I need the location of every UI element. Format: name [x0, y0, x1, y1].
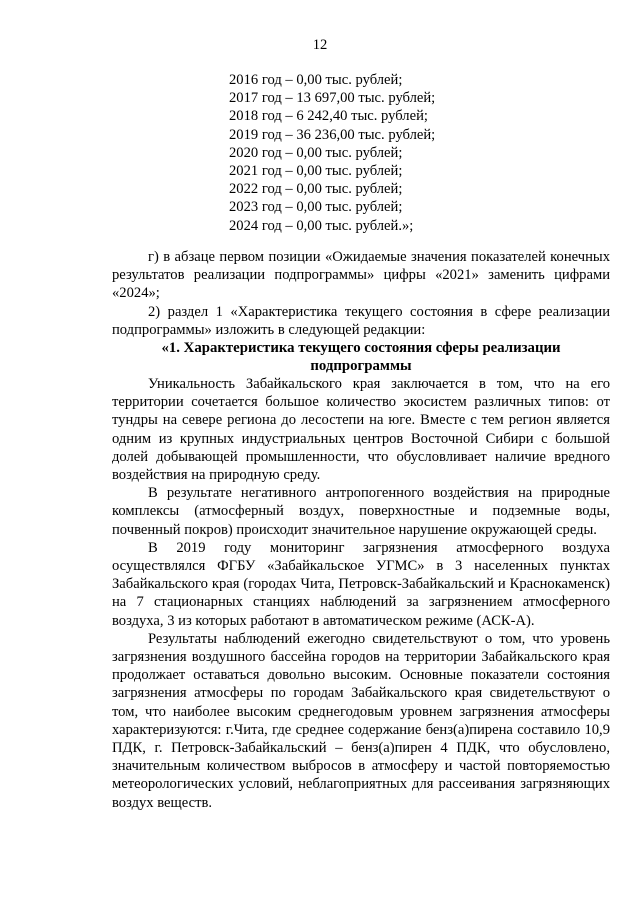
- body-paragraph-4: Результаты наблюдений ежегодно свидетельствуют о том, что уровень загрязнения воздушного бассейна городов на территории Забайкальского края продолжает оставаться довольно высоким. Основные показатели состояния загрязнения атмосферы по городам Забайкальского края свидетельствуют о том, что наиболее высоким среднегодовым уровнем загрязнения атмосферы характеризуются: г.Чита, где среднее содержание бенз(а)пирена составило 10,9 ПДК, г. Петровск-Забайкальский – бенз(а)пирен 4 ПДК, что обусловлено, значительным количеством выбросов в атмосферу и частой повторяемостью метеорологических условий, неблагоприятных для рассеивания загрязняющих воздух веществ.: [112, 630, 610, 811]
- funding-item-2016: 2016 год – 0,00 тыс. рублей;: [229, 72, 403, 88]
- funding-by-year-list: [229, 71, 435, 235]
- page-number: 12: [312, 37, 328, 53]
- body-paragraph-1: Уникальность Забайкальского края заключается в том, что на его территории сочетается большое количество экосистем различных типов: от тундры на севере региона до лесостепи на юге. Вместе с тем регион является одним из крупных индустриальных центров Восточной Сибири с большой долей добывающей промышленности, что обусловливает наличие вредного воздействия на природную среду.: [112, 376, 610, 484]
- funding-item-2017: 2017 год – 13 697,00 тыс. рублей;: [229, 90, 436, 107]
- funding-item-2021: 2021 год – 0,00 тыс. рублей;: [229, 162, 403, 179]
- section-1: [112, 339, 610, 812]
- funding-item-2022: 2022 год – 0,00 тыс. рублей;: [229, 181, 403, 198]
- section-heading: «1. Характеристика текущего состояния сферы реализации подпрограммы: [161, 340, 561, 374]
- amendment-2-paragraph: 2) раздел 1 «Характеристика текущего состояния в сфере реализации подпрограммы» изложить в следующей редакции:: [112, 303, 610, 338]
- amendment-block: [112, 248, 610, 339]
- funding-item-2023: 2023 год – 0,00 тыс. рублей;: [229, 199, 403, 216]
- amendment-g-paragraph: г) в абзаце первом позиции «Ожидаемые значения показателей конечных результатов реализации подпрограммы» цифры «2021» заменить цифрами «2024»;: [112, 249, 610, 302]
- body-paragraph-3: В 2019 году мониторинг загрязнения атмосферного воздуха осуществлялся ФГБУ «Забайкальское УГМС» в 3 населенных пунктах Забайкальского края (городах Чита, Петровск-Забайкальский и Краснокаменск) на 7 стационарных станциях наблюдений за загрязнением атмосферного воздуха, 3 из которых работают в автоматическом режиме (АСК-А).: [112, 539, 610, 629]
- funding-item-2019: 2019 год – 36 236,00 тыс. рублей;: [229, 126, 436, 143]
- funding-item-2020: 2020 год – 0,00 тыс. рублей;: [229, 144, 403, 161]
- funding-item-2024: 2024 год – 0,00 тыс. рублей.»;: [229, 217, 414, 234]
- funding-item-2018: 2018 год – 6 242,40 тыс. рублей;: [229, 108, 428, 125]
- body-paragraph-2: В результате негативного антропогенного воздействия на природные комплексы (атмосферный воздух, поверхностные и подземные воды, почвенный покров) происходит значительное нарушение окружающей среды.: [112, 485, 610, 538]
